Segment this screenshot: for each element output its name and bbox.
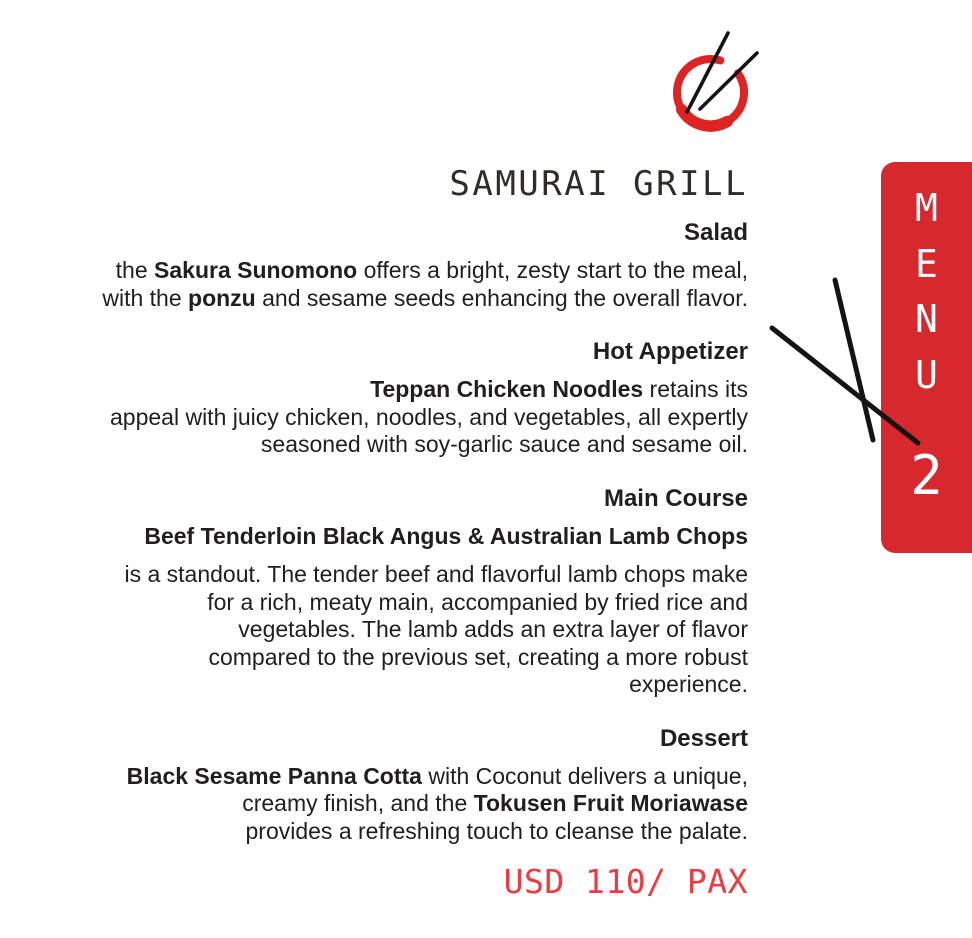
menu-text-line: with the ponzu and sesame seeds enhancing the overall flavor. [102, 284, 748, 311]
menu-content [30, 219, 748, 845]
menu-text-line: for a rich, meaty main, accompanied by fried rice and [207, 588, 748, 615]
menu-tab-letter: U [915, 353, 938, 398]
menu-section-salad [30, 219, 748, 312]
menu-text-line: the Sakura Sunomono offers a bright, zesty start to the meal, [115, 257, 748, 283]
menu-text-line: creamy finish, and the Tokusen Fruit Moriawase [242, 790, 748, 816]
brand-title: SAMURAI GRILL [449, 164, 748, 204]
section-heading: Dessert [659, 724, 748, 752]
crossed-chopsticks-icon [758, 272, 972, 452]
section-body [30, 763, 748, 846]
menu-text-line: Black Sesame Panna Cotta with Coconut delivers a unique, [126, 762, 748, 789]
section-heading: Salad [683, 219, 748, 246]
menu-text-line: seasoned with soy-garlic sauce and sesame oil. [260, 431, 748, 457]
menu-tab-number: 2 [910, 443, 943, 507]
menu-paragraph [30, 523, 748, 551]
menu-tab-letter: N [915, 297, 938, 342]
menu-text-line: Beef Tenderloin Black Angus & Australian Lamb Chops [144, 522, 748, 549]
menu-text-line: provides a refreshing touch to cleanse the palate. [245, 817, 748, 844]
section-heading: Main Course [603, 484, 748, 512]
section-body [30, 523, 748, 699]
brand-logo [652, 25, 772, 140]
menu-text-line: appeal with juicy chicken, noodles, and vegetables, all expertly [110, 403, 748, 430]
menu-paragraph [30, 257, 748, 312]
section-body [30, 257, 748, 312]
menu-text-line: experience. [629, 671, 748, 697]
menu-text-line: is a standout. The tender beef and flavorful lamb chops make [124, 561, 748, 587]
section-body [30, 376, 748, 459]
section-heading: Hot Appetizer [592, 338, 748, 365]
menu-tab-letter: M [915, 186, 938, 230]
menu-paragraph [30, 561, 748, 699]
menu-paragraph [30, 763, 748, 846]
menu-text-line: vegetables. The lamb adds an extra layer of flavor [238, 616, 748, 642]
menu-section-dessert [30, 725, 748, 846]
menu-text-line: Teppan Chicken Noodles retains its [370, 376, 748, 402]
price-text: USD 110/ PAX [503, 862, 748, 901]
menu-text-line: compared to the previous set, creating a more robust [208, 643, 748, 670]
menu-paragraph [30, 376, 748, 459]
enso-circle-icon [664, 46, 757, 139]
menu-section-main-course [30, 485, 748, 699]
menu-tab-letter: E [915, 241, 938, 286]
menu-section-hot-appetizer [30, 338, 748, 459]
